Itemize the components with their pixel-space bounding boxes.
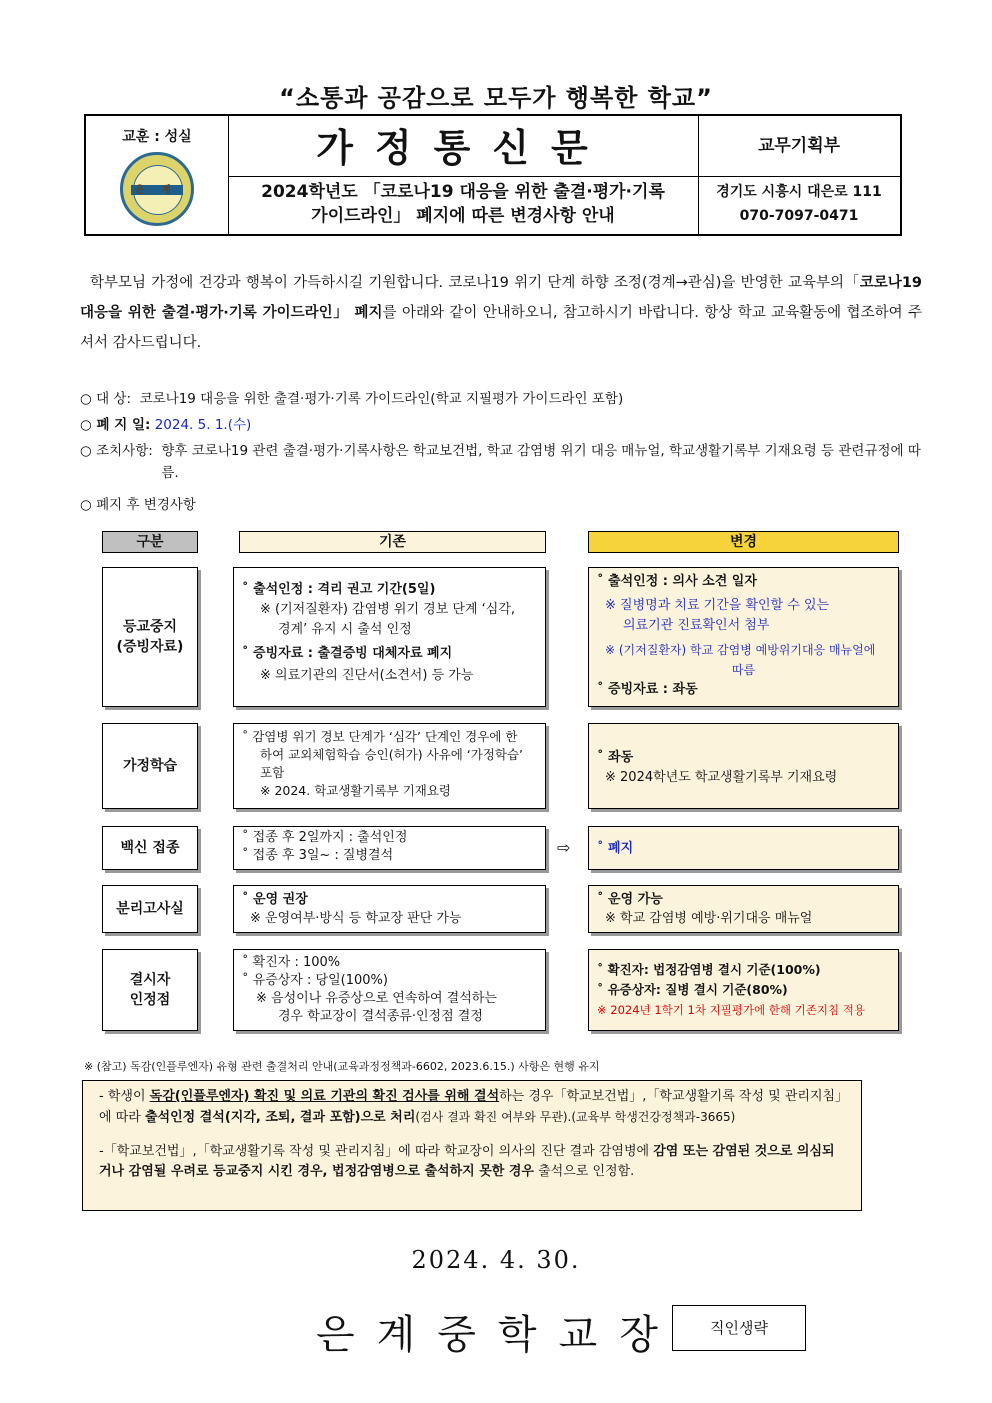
header-category: 구분 <box>102 531 198 553</box>
title-cell <box>228 116 699 234</box>
row-label-vaccination: 백신 접종 <box>102 826 198 870</box>
action-item: ○ 조치사항: 향후 코로나19 관련 출결·평가·기록사항은 학교보건법, 학교 감염병 위기 대응 매뉴얼, 학교생활기록부 기재요령 등 관련규정에 따름. <box>80 443 921 481</box>
row-changed-separate-exam-room: ˚ 운영 가능 ※ 학교 감염병 예방·위기대응 매뉴얼 <box>588 885 899 933</box>
phone: 070-7097-0471 <box>739 208 859 224</box>
row-current-separate-exam-room: ˚ 운영 권장 ※ 운영여부·방식 등 학교장 판단 가능 <box>233 885 546 933</box>
row-current-absence-score: ˚ 확진자 : 100% ˚ 유증상자 : 당일(100%) ※ 음성이나 유증상으로 연속하여 결석하는 경우 학교장이 결석종류·인정점 결정 <box>233 949 546 1031</box>
row-changed-attendance-suspension: ˚ 출석인정 : 의사 소견 일자 ※ 질병명과 치료 기간을 확인할 수 있는 의료기관 진료확인서 첨부 ※ (기저질환자) 학교 감염병 예방위기대응 매뉴얼에 따름 ˚ 증빙자료 : 좌동 <box>588 567 899 707</box>
changes-heading: ○ 폐지 후 변경사항 <box>80 497 196 513</box>
row-label-separate-exam-room: 분리고사실 <box>102 885 198 933</box>
row-current-attendance-suspension: ˚ 출석인정 : 격리 권고 기간(5일) ※ (기저질환자) 감염병 위기 경보 단계 ‘심각, 경계’ 유지 시 출석 인정 ˚ 증빙자료 : 출결증빙 대체자료 폐지 ※ 의료기관의 진단서(소견서) 등 가능 <box>233 567 546 707</box>
flu-guidance-box <box>82 1080 862 1211</box>
row-label-absence-score: 결시자 인정점 <box>102 949 198 1031</box>
seal-omitted-box: 직인생략 <box>672 1305 806 1351</box>
department: 교무기획부 <box>698 116 900 177</box>
header-current: 기존 <box>239 531 546 553</box>
document-title: 가정통신문 <box>228 120 698 177</box>
header-changed: 변경 <box>588 531 899 553</box>
reference-note: ※ (참고) 독감(인플루엔자) 유형 관련 출결처리 안내(교육과정정책과-6602, 2023.6.15.) 사항은 현행 유지 <box>84 1060 600 1073</box>
header-box <box>84 114 902 236</box>
row-changed-home-learning: ˚ 좌동 ※ 2024학년도 학교생활기록부 기재요령 <box>588 723 899 809</box>
arrow-icon: ⇨ <box>557 838 571 857</box>
target-item: ○ 대 상: 코로나19 대응을 위한 출결·평가·기록 가이드라인(학교 지필평가 가이드라인 포함) <box>80 391 624 407</box>
row-current-home-learning: ˚ 감염병 위기 경보 단계가 ‘심각’ 단계인 경우에 한 하여 교외체험학습 승인(허가) 사유에 ‘가정학습’ 포함 ※ 2024. 학교생활기록부 기재요령 <box>233 723 546 809</box>
intro-paragraph: 학부모님 가정에 건강과 행복이 가득하시길 기원합니다. 코로나19 위기 단계 하향 조정(경계→관심)을 반영한 교육부의「코로나19 대응을 위한 출결·평가·기록 가이드라인」 폐지를 아래와 같이 안내하오니, 참고하시기 바랍니다. 항상 학교 교육활동에 협조하여 주셔서 감사드립니다. <box>80 275 922 351</box>
address-block <box>698 180 900 228</box>
abolish-date-item: ○ 폐 지 일: 2024. 5. 1.(수) <box>80 417 252 433</box>
row-current-vaccination: ˚ 접종 후 2일까지 : 출석인정 ˚ 접종 후 3일~ : 질병결석 <box>233 826 546 870</box>
flu-guidance-paragraph-2: -「학교보건법」,「학교생활기록 작성 및 관리지침」에 따라 학교장이 의사의 진단 결과 감염병에 감염 또는 감염된 것으로 의심되거나 감염될 우려로 등교중지 시킨 경우, 법정감염병으로 출석하지 못한 경우 출석으로 인정함. <box>99 1144 835 1179</box>
contact-cell <box>698 116 900 234</box>
address: 경기도 시흥시 대은로 111 <box>716 184 882 200</box>
principal-signature: 은계중학교장 <box>316 1312 680 1358</box>
row-label-home-learning: 가정학습 <box>102 723 198 809</box>
flu-guidance-paragraph-1: - 학생이 독감(인플루엔자) 확진 및 의료 기관의 확진 검사를 위해 결석하는 경우「학교보건법」,「학교생활기록 작성 및 관리지침」에 따라 출석인정 결석(지각, 조퇴, 결과 포함)으로 처리(검사 결과 확진 여부와 무관).(교육부 학생건강정책과-3665) <box>99 1089 842 1125</box>
row-changed-vaccination: ˚ 폐지 <box>588 826 899 870</box>
motto-cell <box>86 116 229 234</box>
document-subtitle: 2024학년도 「코로나19 대응을 위한 출결·평가·기록 가이드라인」 폐지에 따른 변경사항 안내 <box>261 182 665 226</box>
school-logo: 은 계 <box>120 152 194 226</box>
issue-date: 2024. 4. 30. <box>411 1246 581 1274</box>
row-changed-absence-score: ˚ 확진자: 법정감염병 결시 기준(100%) ˚ 유증상자: 질병 결시 기준(80%) ※ 2024년 1학기 1차 지필평가에 한해 기존지침 적용 <box>588 949 899 1031</box>
school-motto: 교훈 : 성실 <box>122 129 192 145</box>
row-label-attendance-suspension: 등교중지 (증빙자료) <box>102 567 198 707</box>
slogan: “소통과 공감으로 모두가 행복한 학교” <box>279 84 713 112</box>
